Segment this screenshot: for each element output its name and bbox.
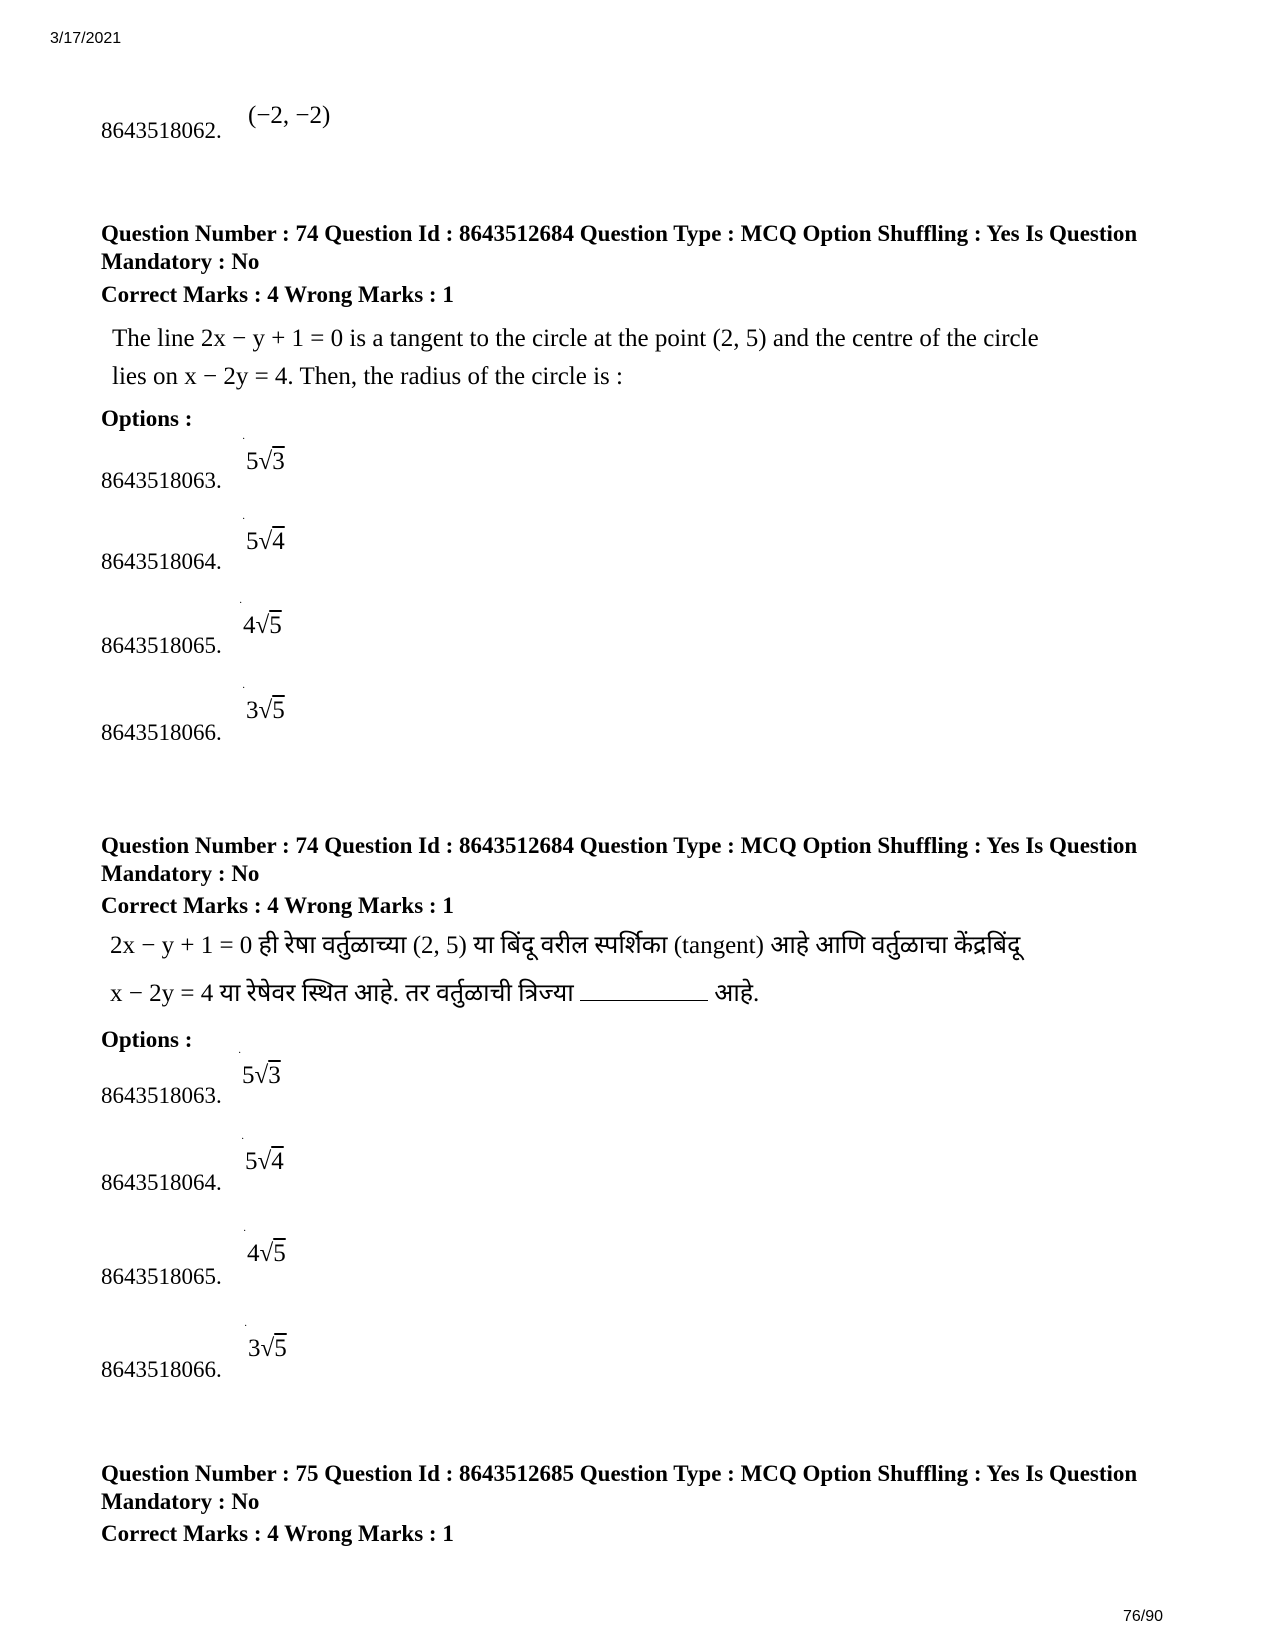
option-value: · 3√5: [242, 683, 285, 724]
question-text-line: The line 2x − y + 1 = 0 is a tangent to the circle at the point (2, 5) and the centre of the circle: [112, 325, 1039, 352]
question-header: Question Number : 75 Question Id : 8643512685 Question Type : MCQ Option Shuffling : Yes Is Question Mandatory : No: [101, 1461, 1138, 1514]
option-id: 8643518062.: [101, 118, 222, 143]
option-id: 8643518064.: [101, 549, 222, 574]
question-marks: Correct Marks : 4 Wrong Marks : 1: [101, 893, 454, 918]
question-header: Question Number : 74 Question Id : 8643512684 Question Type : MCQ Option Shuffling : Yes Is Question Mandatory : No: [101, 833, 1138, 886]
question-marks: Correct Marks : 4 Wrong Marks : 1: [101, 1521, 454, 1546]
option-id: 8643518064.: [101, 1170, 222, 1195]
option-value: · 3√5: [244, 1321, 287, 1362]
option-value: · 4√5: [239, 598, 282, 639]
question-text: [110, 922, 1195, 1018]
question-header: Question Number : 74 Question Id : 8643512684 Question Type : MCQ Option Shuffling : Yes Is Question Mandatory : No: [101, 221, 1138, 274]
page-number: 76/90: [1122, 1608, 1163, 1625]
question-text-line: x − 2y = 4 या रेषेवर स्थित आहे. तर वर्तुळाची त्रिज्या आहे.: [110, 980, 760, 1007]
option-id: 8643518066.: [101, 720, 222, 745]
option-value: · 5√3: [238, 1048, 281, 1089]
answer-blank: [580, 980, 708, 1001]
question-marks: Correct Marks : 4 Wrong Marks : 1: [101, 282, 454, 307]
question-text: [112, 320, 1192, 396]
question-text-line: 2x − y + 1 = 0 ही रेषा वर्तुळाच्या (2, 5) या बिंदू वरील स्पर्शिका (tangent) आहे आणि वर्तुळाचा केंद्रबिंदू: [110, 932, 1021, 959]
options-label: Options :: [101, 1027, 193, 1052]
option-id: 8643518063.: [101, 468, 222, 493]
option-value: · 5√4: [241, 1134, 284, 1175]
print-date: 3/17/2021: [50, 30, 122, 47]
option-value: · 4√5: [243, 1226, 286, 1267]
option-value: · 5√4: [242, 514, 285, 555]
option-id: 8643518065.: [101, 633, 222, 658]
option-id: 8643518063.: [101, 1083, 222, 1108]
option-id: 8643518065.: [101, 1264, 222, 1289]
question-text-line: lies on x − 2y = 4. Then, the radius of the circle is :: [112, 363, 623, 390]
option-id: 8643518066.: [101, 1357, 222, 1382]
option-value: · 5√3: [242, 434, 285, 475]
option-value: (−2, −2): [248, 102, 331, 129]
options-label: Options :: [101, 406, 193, 431]
